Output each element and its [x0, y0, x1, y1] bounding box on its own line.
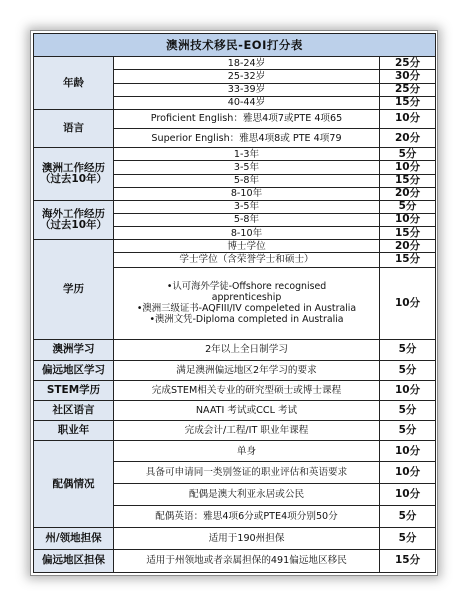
category-overseas-work [34, 200, 114, 239]
eoi-score-table [33, 33, 436, 573]
category-community-language: 社区语言 [34, 400, 114, 420]
au-work-item: 8-10年 [114, 187, 380, 200]
partner-item: 配偶英语：雅思4项6分或PTE4项分别50分 [114, 506, 380, 528]
table-row [34, 200, 436, 213]
partner-points: 10分 [380, 483, 436, 505]
regional-study-item: 满足澳洲偏远地区2年学习的要求 [114, 360, 380, 380]
overseas-work-item: 5-8年 [114, 213, 380, 226]
overseas-work-item: 3-5年 [114, 200, 380, 213]
age-points: 25分 [380, 57, 436, 70]
partner-points: 5分 [380, 506, 436, 528]
table-row [34, 380, 436, 400]
category-au-work [34, 148, 114, 201]
education-points: 15分 [380, 253, 436, 267]
education-line-diploma: •澳洲文凭-Diploma completed in Australia [149, 314, 344, 326]
overseas-work-points: 5分 [380, 200, 436, 213]
age-item: 25-32岁 [114, 70, 380, 83]
category-overseas-work-line1: 海外工作经历 [42, 207, 105, 220]
education-line-apprenticeship: •认可海外学徒-Offshore recognised [166, 281, 327, 293]
au-work-points: 10分 [380, 161, 436, 174]
education-points: 10分 [380, 267, 436, 340]
table-row [34, 441, 436, 461]
partner-points: 10分 [380, 461, 436, 483]
education-item: 学士学位（含荣誉学士和硕士） [114, 253, 380, 267]
table-row [34, 148, 436, 161]
age-item: 33-39岁 [114, 83, 380, 96]
au-work-item: 1-3年 [114, 148, 380, 161]
category-language: 语言 [34, 109, 114, 147]
au-work-points: 20分 [380, 187, 436, 200]
professional-year-points: 5分 [380, 421, 436, 441]
table-row [34, 528, 436, 549]
education-points: 20分 [380, 240, 436, 253]
education-item: 博士学位 [114, 240, 380, 253]
table-title-row [34, 34, 436, 57]
overseas-work-item: 8-10年 [114, 227, 380, 240]
category-partner: 配偶情况 [34, 441, 114, 528]
partner-item: 具备可申请同一类别签证的职业评估和英语要求 [114, 461, 380, 483]
community-language-points: 5分 [380, 400, 436, 420]
age-points: 15分 [380, 96, 436, 109]
education-line-apprenticeship-cont: apprenticeship [211, 292, 282, 304]
language-item: Proficient English：雅思4项7或PTE 4项65 [114, 109, 380, 128]
au-work-points: 5分 [380, 148, 436, 161]
table-title: 澳洲技术移民-EOI打分表 [34, 34, 436, 57]
category-state-sponsor: 州/领地担保 [34, 528, 114, 549]
partner-item: 配偶是澳大利亚永居或公民 [114, 483, 380, 505]
table-row [34, 360, 436, 380]
regional-study-points: 5分 [380, 360, 436, 380]
category-au-study: 澳洲学习 [34, 340, 114, 360]
age-points: 25分 [380, 83, 436, 96]
language-points: 10分 [380, 109, 436, 128]
table-row [34, 400, 436, 420]
state-sponsor-points: 5分 [380, 528, 436, 549]
education-other-qualifications [114, 267, 380, 340]
stem-item: 完成STEM相关专业的研究型硕士或博士课程 [114, 380, 380, 400]
au-work-item: 5-8年 [114, 174, 380, 187]
table-row [34, 340, 436, 360]
table-row [34, 57, 436, 70]
score-table-frame [30, 30, 438, 576]
partner-item: 单身 [114, 441, 380, 461]
table-row [34, 109, 436, 128]
category-professional-year: 职业年 [34, 421, 114, 441]
category-age: 年龄 [34, 57, 114, 110]
regional-sponsor-points: 15分 [380, 549, 436, 572]
professional-year-item: 完成会计/工程/IT 职业年课程 [114, 421, 380, 441]
au-work-points: 15分 [380, 174, 436, 187]
au-study-item: 2年以上全日制学习 [114, 340, 380, 360]
age-points: 30分 [380, 70, 436, 83]
category-stem: STEM学历 [34, 380, 114, 400]
regional-sponsor-item: 适用于州领地或者亲属担保的491偏远地区移民 [114, 549, 380, 572]
community-language-item: NAATI 考试或CCL 考试 [114, 400, 380, 420]
category-education: 学历 [34, 240, 114, 340]
table-row [34, 240, 436, 253]
category-regional-study: 偏远地区学习 [34, 360, 114, 380]
partner-points: 10分 [380, 441, 436, 461]
age-item: 40-44岁 [114, 96, 380, 109]
category-au-work-line1: 澳洲工作经历 [42, 162, 105, 174]
table-row [34, 549, 436, 572]
state-sponsor-item: 适用于190州担保 [114, 528, 380, 549]
category-overseas-work-line2: （过去10年） [39, 218, 108, 231]
age-item: 18-24岁 [114, 57, 380, 70]
au-study-points: 5分 [380, 340, 436, 360]
language-item: Superior English：雅思4项8或 PTE 4项79 [114, 129, 380, 148]
au-work-item: 3-5年 [114, 161, 380, 174]
stem-points: 10分 [380, 380, 436, 400]
table-row [34, 421, 436, 441]
category-regional-sponsor: 偏远地区担保 [34, 549, 114, 572]
overseas-work-points: 15分 [380, 227, 436, 240]
language-points: 20分 [380, 129, 436, 148]
education-line-aqf: •澳洲三级证书-AQFIII/IV compeleted in Australia [136, 303, 357, 315]
category-au-work-line2: （过去10年） [39, 173, 108, 185]
overseas-work-points: 10分 [380, 213, 436, 226]
